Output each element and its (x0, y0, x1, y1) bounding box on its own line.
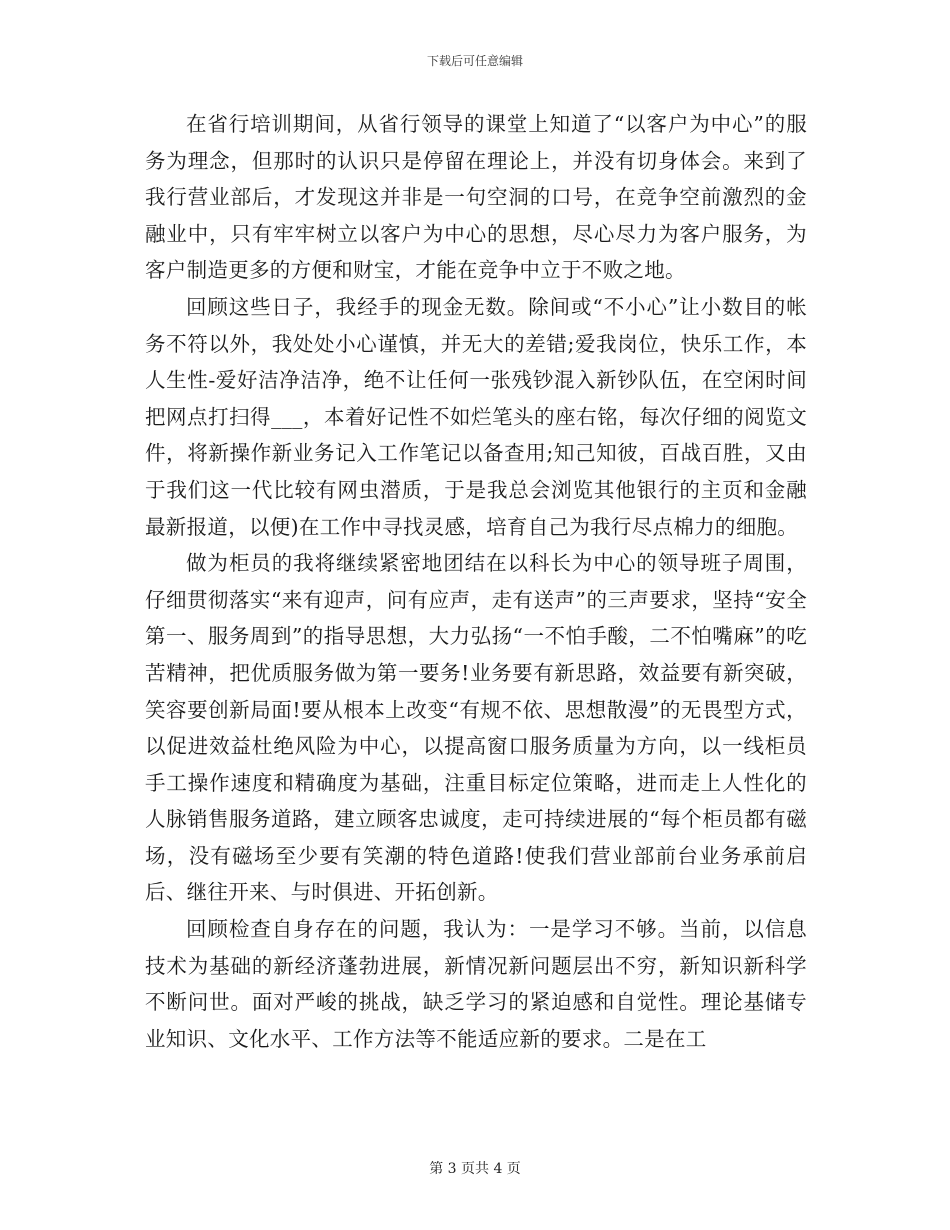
page-header-note: 下载后可任意编辑 (426, 54, 523, 68)
document-body (145, 106, 807, 1057)
paragraph-3: 做为柜员的我将继续紧密地团结在以科长为中心的领导班子周围，仔细贯彻落实“来有迎声，问有应声，走有送声”的三声要求，坚持“安全第一、服务周到”的指导思想，大力弘扬“一不怕手酸，二不怕嘴麻”的吃苦精神，把优质服务做为第一要务!业务要有新思路，效益要有新突破，笑容要创新局面!要从根本上改变“有规不依、思想散漫”的无畏型方式，以促进效益杜绝风险为中心，以提高窗口服务质量为方向，以一线柜员手工操作速度和精确度为基础，注重目标定位策略，进而走上人性化的人脉销售服务道路，建立顾客忠诚度，走可持续进展的“每个柜员都有磁场，没有磁场至少要有笑潮的特色道路!使我们营业部前台业务承前启后、继往开来、与时俱进、开拓创新。 (145, 551, 807, 905)
paragraph-4: 回顾检查自身存在的问题，我认为：一是学习不够。当前，以信息技术为基础的新经济蓬勃进展，新情况新问题层出不穷，新知识新科学不断问世。面对严峻的挑战，缺乏学习的紧迫感和自觉性。理论基储专业知识、文化水平、工作方法等不能适应新的要求。二是在工 (145, 917, 807, 1051)
paragraph-2: 回顾这些日子，我经手的现金无数。除间或“不小心”让小数目的帐务不符以外，我处处小心谨慎，并无大的差错;爱我岗位，快乐工作，本人生性-爱好洁净洁净，绝不让任何一张残钞混入新钞队伍，在空闲时间把网点打扫得___，本着好记性不如烂笔头的座右铭，每次仔细的阅览文件，将新操作新业务记入工作笔记以备查用;知己知彼，百战百胜，又由于我们这一代比较有网虫潜质，于是我总会浏览其他银行的主页和金融最新报道，以便)在工作中寻找灵感，培育自己为我行尽点棉力的细胞。 (145, 294, 807, 539)
paragraph-1: 在省行培训期间，从省行领导的课堂上知道了“以客户为中心”的服务为理念，但那时的认识只是停留在理论上，并没有切身体会。来到了我行营业部后，才发现这并非是一句空洞的口号，在竞争空前激烈的金融业中，只有牢牢树立以客户为中心的思想，尽心尽力为客户服务，为客户制造更多的方便和财宝，才能在竞争中立于不败之地。 (145, 112, 807, 283)
page-number: 第 3 页共 4 页 (429, 1161, 521, 1177)
